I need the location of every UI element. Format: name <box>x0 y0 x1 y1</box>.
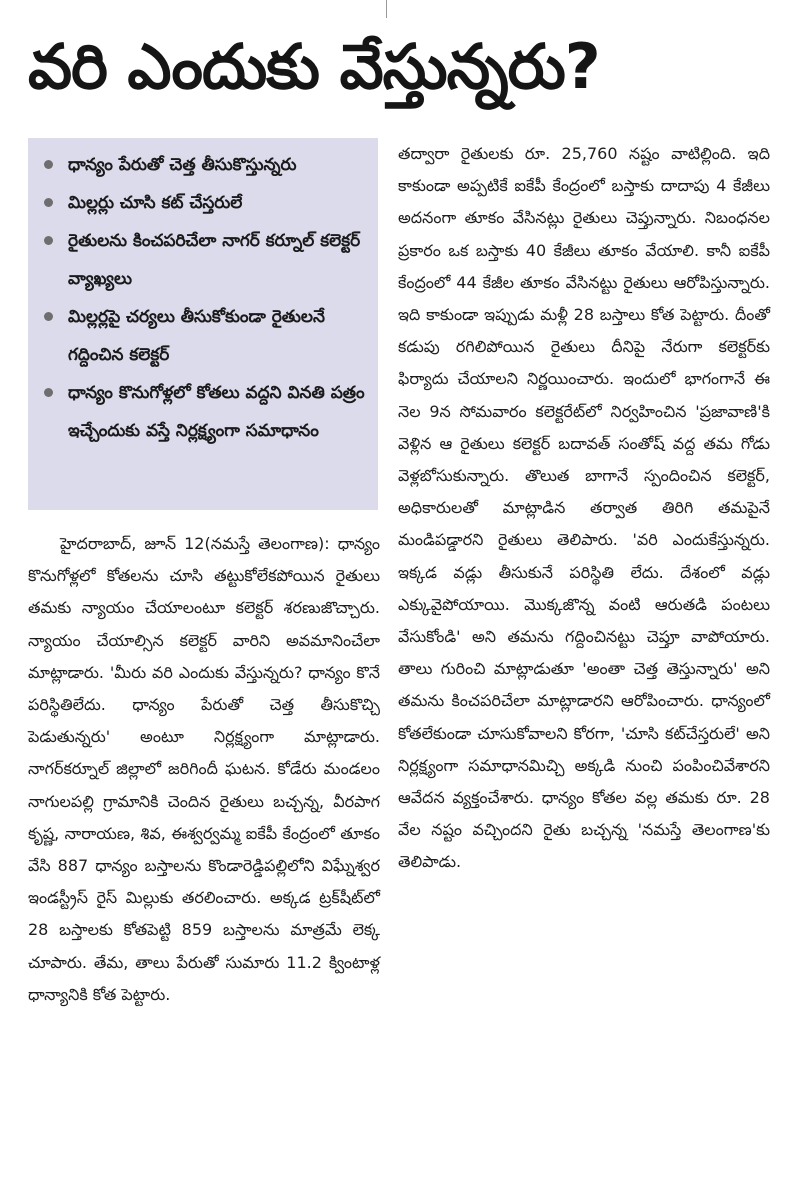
column-rule <box>386 0 387 18</box>
bullet-icon <box>44 198 53 207</box>
highlight-text: రైతులను కించపరిచేలా నాగర్ కర్నూల్ కలెక్టర్ వ్యాఖ్యలు <box>68 231 361 289</box>
body-paragraph-left: హైదరాబాద్, జూన్ 12(నమస్తే తెలంగాణ): ధాన్యం కొనుగోళ్లలో కోతలను చూసి తట్టుకోలేకపోయిన రైతులు తమకు న్యాయం చేయాలంటూ కలెక్టర్ శరణుజొచ్చారు. న్యాయం చేయాల్సిన కలెక్టర్ వారిని అవమానించేలా మాట్లాడారు. 'మీరు వరి ఎందుకు వేస్తున్నరు? ధాన్యం కొనే పరిస్థితిలేదు. ధాన్యం పేరుతో చెత్త తీసుకొచ్చి పెడుతున్నరు' అంటూ నిర్లక్ష్యంగా మాట్లాడారు. నాగర్‌కర్నూల్ జిల్లాలో జరిగిందీ ఘటన. కోడేరు మండలం నాగులపల్లి గ్రామానికి చెందిన రైతులు బచ్చన్న, వీరపాగ కృష్ణ, నారాయణ, శివ, ఈశ్వర్వమ్మ ఐకేపీ కేంద్రంలో తూకం వేసి 887 ధాన్యం బస్తాలను కొండారెడ్డిపల్లిలోని విఘ్నేశ్వర ఇండస్ట్రీస్ రైస్ మిల్లుకు తరలించారు. అక్కడ ట్రక్‌షీట్‌లో 28 బస్తాలకు కోతపెట్టి 859 బస్తాలను మాత్రమే లెక్క చూపారు. తేమ, తాలు పేరుతో సుమారు 11.2 క్వింటాళ్ల ధాన్యానికి కోత పెట్టారు. <box>28 534 380 1004</box>
highlight-item <box>42 298 368 374</box>
highlight-text: మిల్లర్లు చూసి కట్ చేస్తరులే <box>68 193 243 213</box>
highlight-text: ధాన్యం పేరుతో చెత్త తీసుకొస్తున్నరు <box>68 155 297 175</box>
headline: వరి ఎందుకు వేస్తున్నరు? <box>28 30 600 103</box>
bullet-icon <box>44 312 53 321</box>
highlight-item <box>42 184 368 222</box>
highlight-text: ధాన్యం కొనుగోళ్లలో కోతలు వద్దని వినతి పత్రం ఇచ్చేందుకు వస్తే నిర్లక్ష్యంగా సమాధానం <box>68 383 365 441</box>
bullet-icon <box>44 388 53 397</box>
highlight-text: మిల్లర్లపై చర్యలు తీసుకోకుండా రైతులనే గద్దించిన కలెక్టర్ <box>68 307 325 365</box>
bullet-icon <box>44 236 53 245</box>
body-column-left <box>28 528 380 1011</box>
highlight-item <box>42 146 368 184</box>
highlights-box <box>28 138 378 510</box>
highlights-list <box>42 146 368 450</box>
bullet-icon <box>44 160 53 169</box>
highlight-item <box>42 374 368 450</box>
highlight-item <box>42 222 368 298</box>
body-paragraph-right: తద్వారా రైతులకు రూ. 25,760 నష్టం వాటిల్లింది. ఇది కాకుండా అప్పటికే ఐకేపీ కేంద్రంలో బస్తాకు దాదాపు 4 కేజీలు అదనంగా తూకం వేసినట్లు రైతులు చెప్తున్నారు. నిబంధనల ప్రకారం ఒక బస్తాకు 40 కేజీలు తూకం వేయాలి. కానీ ఐకేపీ కేంద్రంలో 44 కేజీల తూకం వేసినట్టు రైతులు ఆరోపిస్తున్నారు. ఇది కాకుండా ఇప్పుడు మళ్లీ 28 బస్తాలు కోత పెట్టారు. దీంతో కడుపు రగిలిపోయిన రైతులు దీనిపై నేరుగా కలెక్టర్‌కు ఫిర్యాదు చేయాలని నిర్ణయించారు. ఇందులో భాగంగానే ఈ నెల 9న సోమవారం కలెక్టరేట్‌లో నిర్వహించిన 'ప్రజావాణి'కి వెళ్లిన ఆ రైతులు కలెక్టర్ బదావత్ సంతోష్ వద్ద తమ గోడు వెళ్లబోసుకున్నారు. తొలుత బాగానే స్పందించిన కలెక్టర్, అధికారులతో మాట్లాడిన తర్వాత తిరిగి తమపైనే మండిపడ్డారని రైతులు తెలిపారు. 'వరి ఎందుకేస్తున్నరు. ఇక్కడ వడ్లు తీసుకునే పరిస్థితి లేదు. దేశంలో వడ్లు ఎక్కువైపోయాయి. మొక్కజొన్న వంటి ఆరుతడి పంటలు వేసుకోండి' అని తమను గద్దించినట్టు చెప్తూ వాపోయారు. తాలు గురించి మాట్లాడుతూ 'అంతా చెత్త తెస్తున్నారు' అని తమను కించపరిచేలా మాట్లాడారని ఆరోపించారు. ధాన్యంలో కోతలేకుండా చూసుకోవాలని కోరగా, 'చూసి కట్‌చేస్తరులే' అని నిర్లక్ష్యంగా సమాధానమిచ్చి అక్కడి నుంచి పంపించివేశారని ఆవేదన వ్యక్తంచేశారు. ధాన్యం కోతల వల్ల తమకు రూ. 28 వేల నష్టం వచ్చిందని రైతు బచ్చన్న 'నమస్తే తెలంగాణ'కు తెలిపాడు. <box>398 144 770 872</box>
body-column-right <box>398 138 770 879</box>
